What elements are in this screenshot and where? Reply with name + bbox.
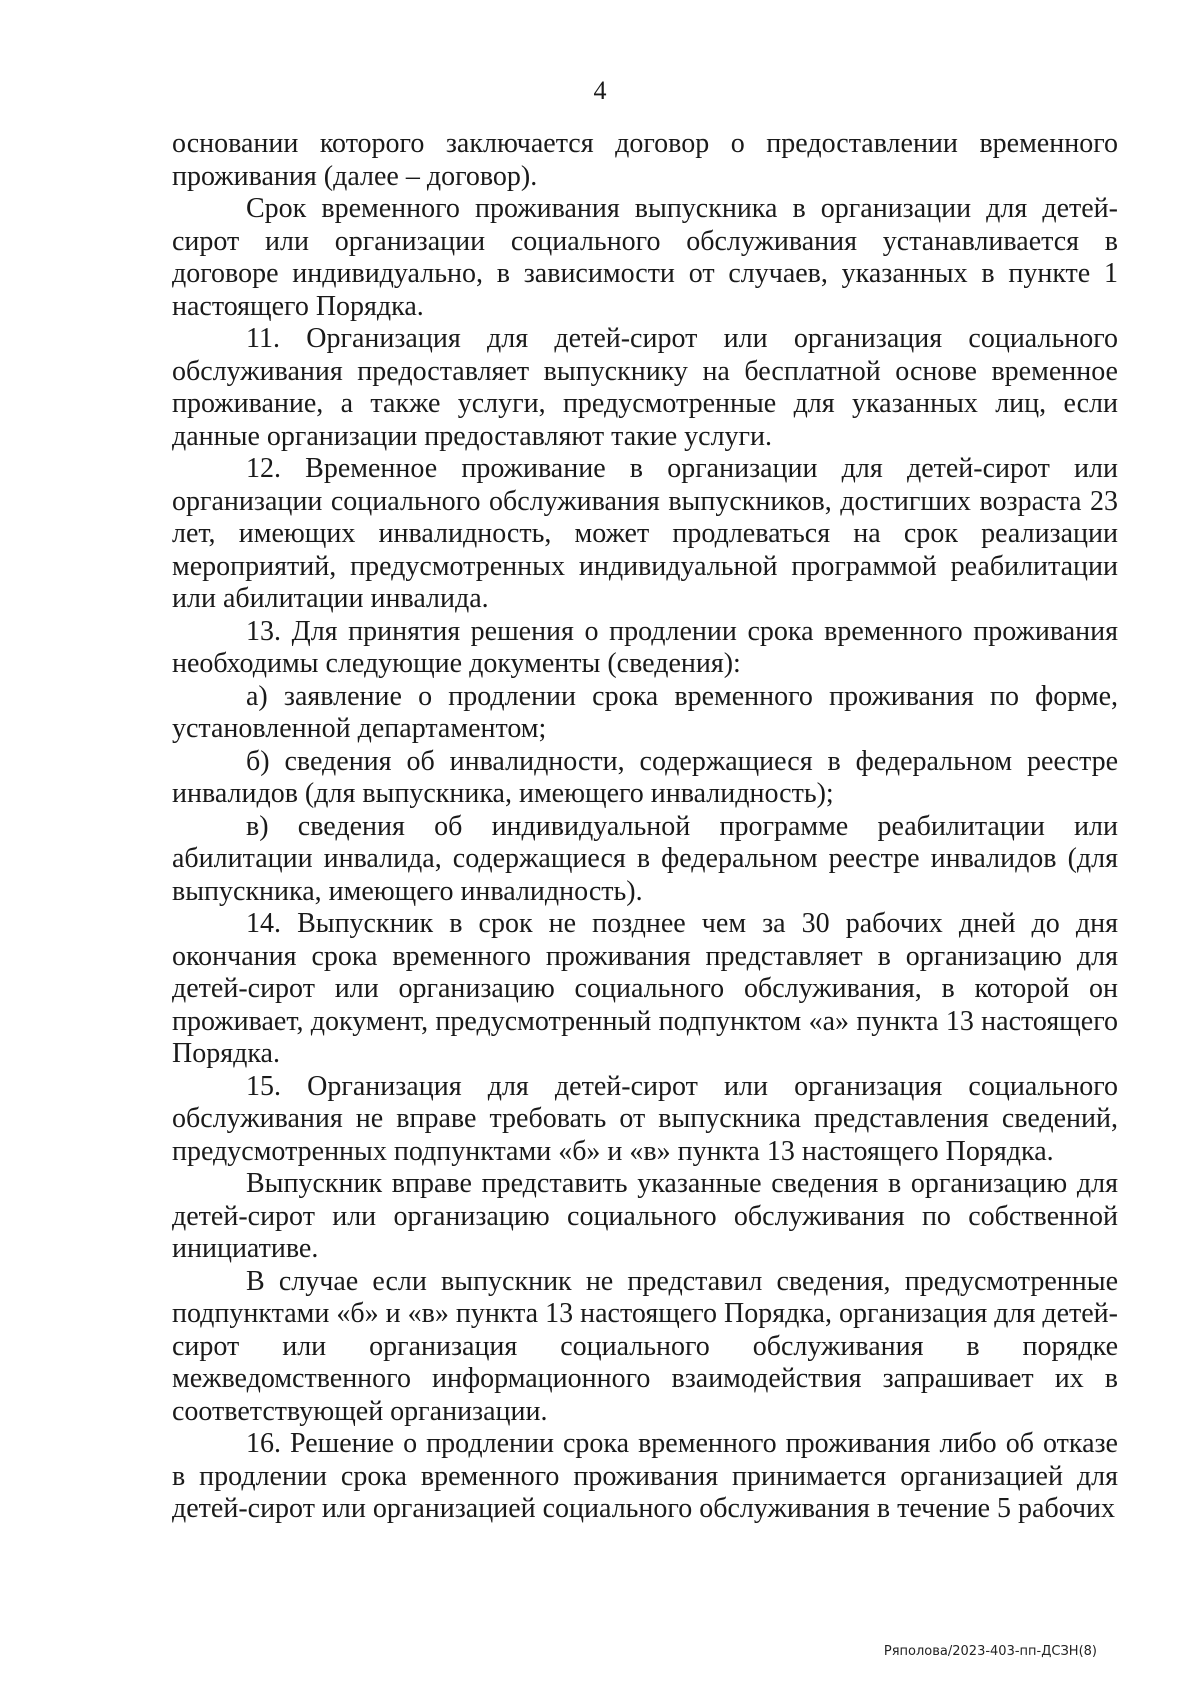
subparagraph-b: б) сведения об инвалидности, содержащиеся в федеральном реестре инвалидов (для выпускника, имеющего инвалидность); xyxy=(172,745,1118,809)
paragraph-item-12: 12. Временное проживание в организации для детей-сирот или организации социального обслуживания выпускников, достигших возраста 23 лет, имеющих инвалидность, может продлеваться на срок реализации мероприятий, предусмотренных индивидуальной программой реабилитации или абилитации инвалида. xyxy=(172,453,1118,614)
paragraph-continuation: основании которого заключается договор о предоставлении временного проживания (далее – договор). xyxy=(172,128,1118,192)
paragraph-item-14: 14. Выпускник в срок не позднее чем за 30 рабочих дней до дня окончания срока временного проживания представляет в организацию для детей-сирот или организацию социального обслуживания, в которой он проживает, документ, предусмотренный подпунктом «а» пункта 13 настоящего Порядка. xyxy=(172,908,1118,1069)
subparagraph-a: а) заявление о продлении срока временного проживания по форме, установленной департаментом; xyxy=(172,680,1118,744)
paragraph-item-15: 15. Организация для детей-сирот или организация социального обслуживания не вправе требовать от выпускника представления сведений, предусмотренных подпунктами «б» и «в» пункта 13 настоящего Порядка. xyxy=(172,1070,1118,1167)
paragraph-term-of-residence: Срок временного проживания выпускника в организации для детей-сирот или организации социального обслуживания устанавливается в договоре индивидуально, в зависимости от случаев, указанных в пункте 1 настоящего Порядка. xyxy=(172,193,1118,322)
paragraph-interagency-request: В случае если выпускник не представил сведения, предусмотренные подпунктами «б» и «в» пункта 13 настоящего Порядка, организация для детей-сирот или организация социального обслуживания в порядке межведомственного информационного взаимодействия запрашивает их в соответствующей организации. xyxy=(172,1265,1118,1427)
document-reference-code: Ряполова/2023-403-пп-ДСЗН(8) xyxy=(883,1644,1097,1659)
document-body xyxy=(172,128,1118,1526)
page-number: 4 xyxy=(593,76,607,105)
paragraph-item-11: 11. Организация для детей-сирот или организация социального обслуживания предоставляет выпускнику на бесплатной основе временное проживание, а также услуги, предусмотренные для указанных лиц, если данные организации предоставляют такие услуги. xyxy=(172,323,1118,452)
paragraph-item-16: 16. Решение о продлении срока временного проживания либо об отказе в продлении срока временного проживания принимается организацией для детей-сирот или организацией социального обслуживания в течение 5 рабочих xyxy=(172,1428,1118,1524)
paragraph-own-initiative: Выпускник вправе представить указанные сведения в организацию для детей-сирот или организацию социального обслуживания по собственной инициативе. xyxy=(172,1168,1118,1264)
subparagraph-v: в) сведения об индивидуальной программе реабилитации или абилитации инвалида, содержащиеся в федеральном реестре инвалидов (для выпускника, имеющего инвалидность). xyxy=(172,810,1118,907)
paragraph-item-13: 13. Для принятия решения о продлении срока временного проживания необходимы следующие документы (сведения): xyxy=(172,615,1118,679)
